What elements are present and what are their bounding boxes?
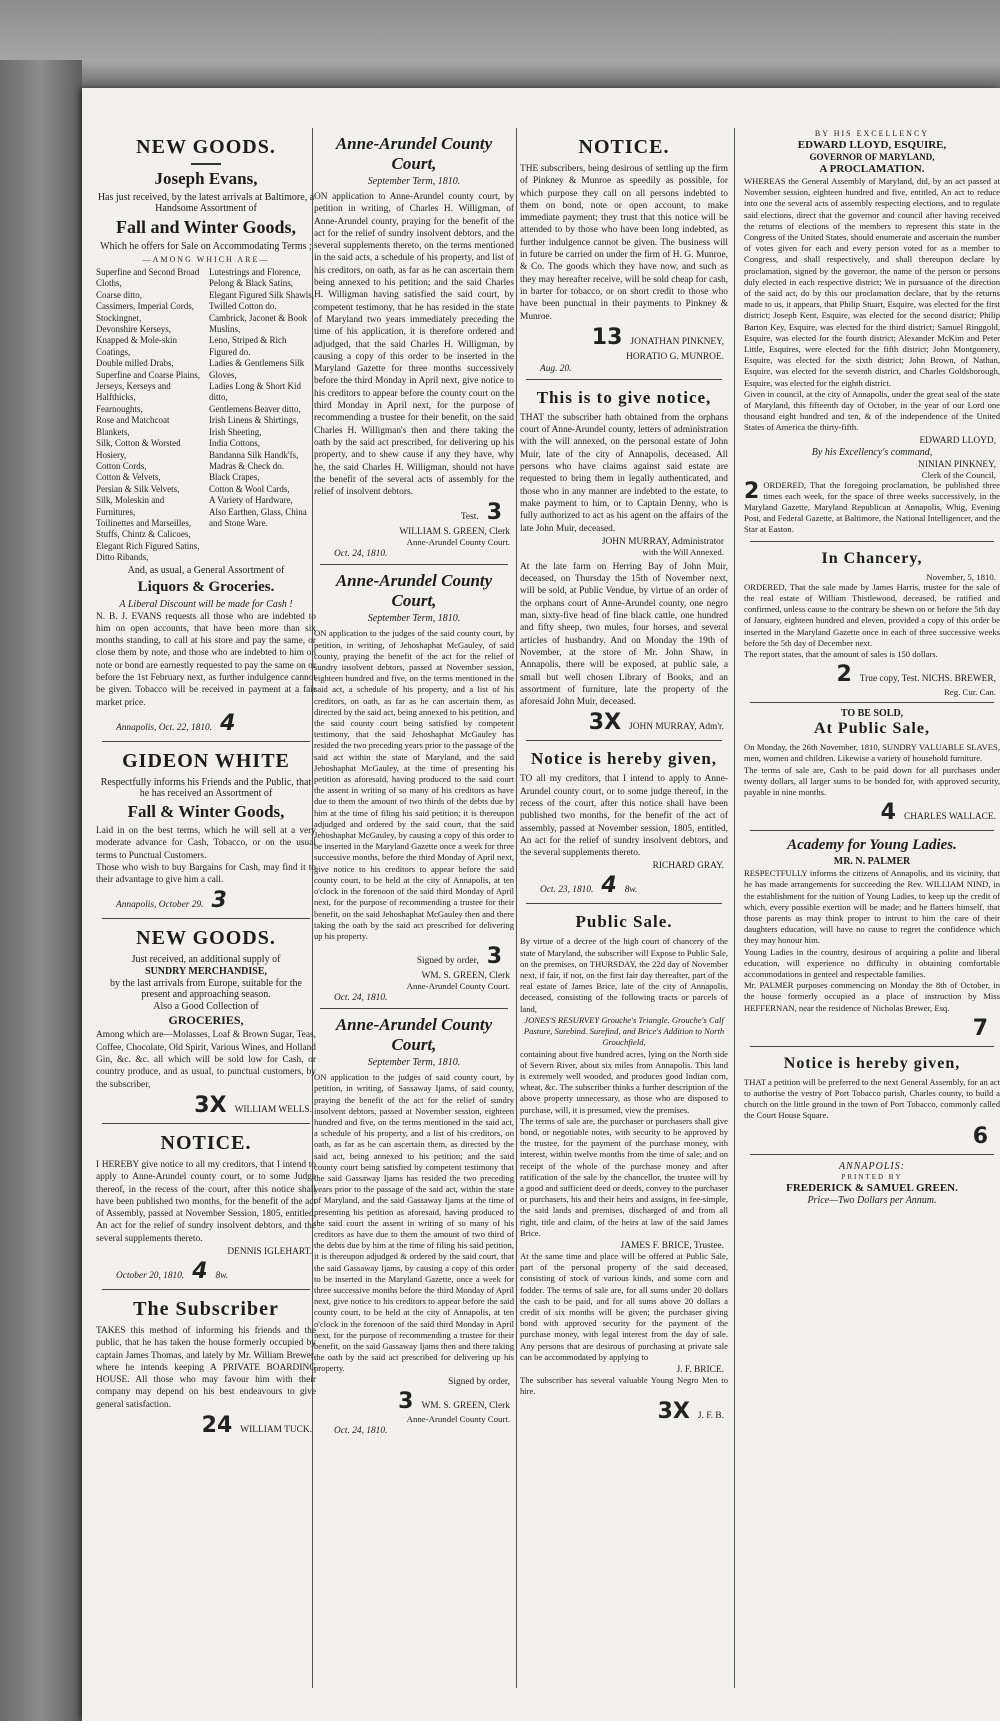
goods-item: Irish Linens & Shirtings,	[209, 415, 299, 426]
handwritten-mark: 3	[398, 1388, 414, 1414]
signature-2: JOHN MURRAY, Adm'r.	[629, 722, 724, 733]
ad-offer: Which he offers for Sale on Accommodating Terms ;	[100, 241, 312, 252]
signed-label: Signed by order,	[448, 1376, 510, 1387]
goods-item: Twilled Cotton do.	[209, 301, 277, 312]
notice-title: Notice is hereby given,	[783, 1054, 961, 1072]
handwritten-mark: 3X	[588, 710, 622, 736]
run-length: 8w.	[215, 1270, 229, 1281]
notice-body: THAT a petition will be preferred to the next General Assembly, for an act to authorise the vestry of Port Tobacco parish, Charles county, to build a church on the little ground in the town of Port Tobacco, commonly called the Court House Square.	[744, 1076, 1000, 1121]
governor-name: EDWARD LLOYD, ESQUIRE,	[797, 139, 947, 151]
divider	[320, 564, 508, 565]
notice-body: THAT the subscriber hath obtained from the orphans court of Anne-Arundel county, letters of administration with the will annexed, on the personal estate of John Muir, late of the city of Annapolis, deceased. All persons who have claims against said estate are requested to bring them in legally authenticated, and those who in any manner are indebted to the estate, to make payment to him, or to Captain Denny, who is fully authorized to act as his agent on the affairs of the late John Muir, deceased.	[520, 412, 728, 534]
notice-murray	[520, 388, 728, 736]
signed-label: Signed by order,	[416, 956, 479, 967]
goods-item: Cassimers, Imperial Cords, Stockingnet,	[96, 301, 194, 323]
notice-brice	[520, 912, 728, 1424]
ad-intro: Has just received, by the latest arrivals at Baltimore, a Handsome Assortment of	[97, 192, 315, 214]
ad-body: RESPECTFULLY informs the citizens of Annapolis, and its vicinity, that he has made arrangements for succeeding the Rev. WILLIAM NIND, in the establishment for the tuition of Young Ladies, to keep up the credit of which, every possible exertion will be made; and he flatters himself, that those parents as may think proper to intrust to him the care of their daughters education, will have no cause to regret the confidence which they may honour him.	[744, 868, 1000, 946]
goods-item: Bandanna Silk Handk'fs,	[209, 449, 299, 460]
goods-item: A Variety of Hardware,	[209, 495, 293, 506]
ad-headline: Fall & Winter Goods,	[127, 801, 285, 821]
notice-term: September Term, 1810.	[367, 613, 461, 625]
ad-title: NOTICE.	[160, 1131, 252, 1154]
ad-wells	[96, 927, 316, 1117]
land-tracts: JONES'S RESURVEY Grouche's Triangle. Grouche's Calf Pasture, Surebind. Surefind, and Brice's Addition to North Grouchfield,	[523, 1014, 725, 1048]
column-4	[744, 128, 1000, 1708]
signature: WILLIAM S. GREEN, Clerk	[399, 527, 510, 538]
handwritten-mark: 2	[744, 478, 760, 504]
notice-gray	[520, 749, 728, 898]
notice-body: THE subscribers, being desirous of settling up the firm of Pinkney & Munroe as speedily as possible, for which purpose they call on all persons indebted to them on bond, note or open account, to make immediate payment; they trust that this notice will be attended to by those who have been long indebted, as further indulgence cannot be given. The business will in future be carried on under the firm of H. G. Munroe, & Co. The goods which they have now, and such as they may hereafter receive, will be sold cheap for cash, in barter for tobacco, or on short credit to those who have been punctual in their payments to Pinkney & Munroe.	[520, 164, 728, 322]
notice-chancery	[744, 550, 1000, 697]
notice-body-2: The terms of sale are, Cash to be paid down for all purchases under twenty dollars, all larger sums to be bonded for, with approved security, payable in nine months.	[744, 764, 1000, 797]
ad-title: GIDEON WHITE	[122, 749, 290, 772]
ad-intro: Respectfully informs his Friends and the Public, that he has received an Assortment of	[100, 776, 312, 799]
goods-item: Pelong & Black Satins,	[209, 278, 293, 289]
column-3	[520, 128, 728, 1708]
divider	[750, 830, 994, 831]
goods-item: Persian & Silk Velvets,	[96, 483, 180, 494]
goods-list-left	[96, 267, 203, 564]
goods-item: Silk, Cotton & Worsted Hosiery,	[96, 438, 181, 460]
divider	[191, 163, 221, 165]
notice-body: ON application to the judges of the said county court, by petition, in writing, of Jehoshaphat McGauley, of said county, praying the benefit of the act for the relief of sundry insolvent debtors, passed at November session, eighteen hundred and five, on the terms mentioned in the said act, a schedule of his property, and a list of his creditors, on oath, as far as he can ascertain them, as directed by the said act, being annexed to his petition, and the said county court being satisfied by competent testimony, that the said Jehoshaphat McGauley has resided the two preceding years prior to the passage of the said act within the state of Maryland, and the said Jehoshaphat McGauley, at the time of presenting his petition as aforesaid, having produced to the said court the assent in writing of so many of his creditors as have due to them the amount of two thirds of the debts due by him at the time of filing his said petition; it is thereupon adjudged and ordered by the said court, that the said Jehoshaphat McGauley, by causing a copy of this order to be inserted in the Maryland Gazette once a week for three successive months, before the third Monday of April next, give notice to his creditors to appear before the said county court, to be held at the city of Annapolis, at ten o'clock in the forenoon of the said third Monday of April next, for the purpose of recommending a trustee for their benefit, on the said Jehoshaphat McGauley then and there taking the oath by the said act prescribed for delivering up his property.	[314, 628, 514, 941]
ad-title: Academy for Young Ladies.	[787, 837, 957, 854]
ad-title: The Subscriber	[133, 1297, 279, 1320]
imprint-price: Price—Two Dollars per Annum.	[807, 1194, 937, 1206]
notice-ijams	[314, 1015, 514, 1435]
notice-body-2: At the late farm on Herring Bay of John Muir, deceased, on Thursday the 15th of November next, will be sold, at Public Vendue, by virtue of an order of the orphans court of Anne-Arundel county, one negro man, sixty-five head of fine black cattle, one hundred and fifty sheep, two mules, four horses, and several articles of husbandry. And on Monday the 19th of November, at the store of Mr. John Shaw, in Annapolis, there will be exposed, at public sale, a small but well chosen Library of Books, and an assortment of furniture, late the property of the aforesaid John Muir, deceased.	[520, 561, 728, 708]
run-length: 8w.	[624, 885, 638, 896]
handwritten-mark: 13	[591, 324, 623, 350]
goods-item: Superfine and Coarse Plains,	[96, 369, 200, 380]
notice-body-2: The report states, that the amount of sales is 150 dollars.	[744, 648, 938, 659]
goods-item: Jerseys, Kerseys and Halfthicks,	[96, 381, 171, 403]
governor-office: GOVERNOR OF MARYLAND,	[809, 152, 935, 162]
notice-body-2: containing about five hundred acres, lying on the North side of Severn River, about six miles from Annapolis. This land is extremely well wooded, and produces good Indian corn, wheat, &c. The subscriber thinks a further description of the above property unnecessary, as those who are disposed to purchase, will, it is presumed, view the premises.	[520, 1048, 728, 1115]
ad-subhead: SUNDRY MERCHANDISE,	[144, 966, 268, 978]
notice-body: TO all my creditors, that I intend to apply to Anne-Arundel county court, or to some judge thereof, in the recess of the court, after this notice shall have been published two months, for the benefit of the act of assembly, passed at November session, 1805, entitled, An act for the relief of sundry insolvent debtors, and the several supplements thereto.	[520, 774, 728, 859]
signature: JONATHAN PINKNEY,	[630, 336, 724, 347]
notice-body: ORDERED, That the sale made by James Harris, trustee for the sale of the real estate of William Thistlewood, deceased, be ratified and confirmed, unless cause to the contrary be shewn on or before the 5th day of January, eighteen hundred and eleven, provided a copy of this order be inserted in the Maryland Gazette once in each of three successive weeks before the 5th day of December next.	[744, 581, 1000, 648]
ad-academy	[744, 837, 1000, 1041]
ad-headline: Fall and Winter Goods,	[115, 217, 297, 237]
signature: CHARLES WALLACE.	[903, 812, 996, 823]
handwritten-mark: 3	[486, 500, 502, 526]
imprint	[744, 1161, 1000, 1206]
ad-white	[96, 750, 316, 913]
divider	[102, 741, 310, 742]
goods-item: Devonshire Kerseys,	[96, 324, 171, 335]
signature: WM. S. GREEN, Clerk	[421, 971, 510, 982]
notice-vestry	[744, 1055, 1000, 1149]
divider	[750, 1154, 994, 1155]
ad-body-2: Those who wish to buy Bargains for Cash, may find it to their advantage to give him a call.	[96, 862, 316, 886]
notice-title: Public Sale.	[575, 912, 673, 932]
divider	[750, 702, 994, 703]
notice-term: September Term, 1810.	[367, 176, 461, 187]
handwritten-mark: 3	[211, 888, 227, 914]
dateline: Oct. 23, 1810.	[540, 885, 594, 896]
discount-line: A Liberal Discount will be made for Cash !	[119, 598, 293, 610]
handwritten-mark: 4	[880, 800, 896, 826]
handwritten-mark: 3	[486, 944, 502, 970]
goods-list-right	[209, 267, 316, 564]
notice-kicker: TO BE SOLD,	[840, 708, 904, 720]
notice-title: Notice is hereby given,	[530, 749, 718, 769]
divider	[750, 1046, 994, 1047]
handwritten-mark: 24	[201, 1413, 233, 1439]
ad-tuck	[96, 1298, 316, 1438]
ad-also: And, as usual, a General Assortment of	[127, 564, 285, 576]
dateline: Annapolis, October 29.	[116, 900, 204, 911]
goods-item: Ditto Ribands,	[96, 552, 149, 563]
signature: DENNIS IGLEHART.	[227, 1246, 312, 1257]
goods-item: Silk, Moleskin and Furnitures,	[96, 495, 165, 517]
goods-item: Cotton & Velvets,	[96, 472, 161, 483]
notice-date: November, 5, 1810.	[926, 571, 996, 582]
divider	[320, 1008, 508, 1009]
notice-body-3: ORDERED, That the foregoing proclamation, be published three times each week, for the space of three weeks successively, in the Maryland Gazette, Maryland Republican at Annapolis, Whig, Evening Post, and Federal Gazette, at Baltimore, the National Intelligencer, and the Star at Easton.	[744, 479, 1000, 535]
divider	[102, 918, 310, 919]
notice-title: A PROCLAMATION.	[819, 163, 925, 175]
goods-item: Cambrick, Jaconet & Book Muslins,	[209, 312, 307, 335]
goods-item: Irish Sheeting,	[209, 426, 262, 437]
handwritten-mark: 2	[836, 662, 852, 688]
notice-willigman	[314, 134, 514, 559]
ad-also: Also a Good Collection of	[153, 1001, 259, 1013]
signature-title: with the Will Annexed.	[642, 546, 724, 557]
goods-item: Also Earthen, Glass, China and Stone Ware.	[209, 506, 307, 528]
notice-title: Anne-Arundel County Court,	[335, 134, 493, 173]
signature: WILLIAM TUCK.	[240, 1425, 312, 1436]
ad-title: NEW GOODS.	[136, 927, 276, 950]
column-rule	[516, 128, 517, 1688]
notice-body-2: Given in council, at the city of Annapolis, under the great seal of the state of Maryland, this fifteenth day of October, in the year of our Lord one thousand eight hundred and ten, & of the independence of the United States of America the thirty-fifth.	[744, 388, 1000, 433]
advertiser-name: MR. N. PALMER	[833, 856, 911, 868]
ad-body-3: Mr. PALMER purposes commencing on Monday the 8th of October, in the house formerly occupied as a place of instruction by Miss HEFFERNAN, near the residence of Nicholas Brewer, Esq.	[744, 980, 1000, 1013]
handwritten-mark: 4	[220, 710, 236, 736]
signature-title: Anne-Arundel County Court.	[406, 981, 510, 992]
notice-title: Anne-Arundel County Court,	[335, 1015, 493, 1055]
notice-body-3: The terms of sale are, the purchaser or purchasers shall give bond, or negotiable notes, with security to be approved by the trustee, for the payment of the purchase money, with interest, within twelve months from the time of sale; and on receipt of the whole of the purchase money and after ratification of the sale by the chancellor, the trustee will by a good and sufficient deed or deeds, convey to the purchaser or purchasers, his and their heirs and assigns, in fee-simple, the said lands and premises, discharged of and from all right, title and claim, of the heirs at law of the said James Brice.	[520, 1115, 728, 1238]
goods-item: Fearnoughts,	[96, 403, 143, 414]
signature-title: Anne-Arundel County Court.	[406, 1413, 510, 1424]
notice-body-5: The subscriber has several valuable Young Negro Men to hire.	[520, 1374, 728, 1397]
goods-item: Coarse ditto,	[96, 289, 142, 300]
goods-item: Leno, Striped & Rich Figured do.	[209, 335, 287, 357]
divider	[102, 1289, 310, 1290]
ad-subhead-2: GROCERIES,	[168, 1013, 244, 1028]
ad-body-2: Young Ladies in the country, desirous of acquiring a polite and liberal education, will experience no difficulty in obtaining comfortable accommodations in genteel and respectable families.	[744, 946, 1000, 979]
goods-item: Lutestrings and Florence,	[209, 267, 301, 277]
dateline: Oct. 24, 1810.	[334, 993, 388, 1004]
advertiser-name: Joseph Evans,	[154, 169, 258, 188]
goods-item: Elegant Rich Figured Satins,	[96, 540, 200, 551]
goods-item: Cotton Cords,	[96, 460, 147, 471]
signature-2: J. F. BRICE.	[676, 1364, 724, 1375]
notice-title: Anne-Arundel County Court,	[335, 571, 493, 611]
goods-item: Gentlemens Beaver ditto,	[209, 403, 301, 414]
goods-item: Ladies Long & Short Kid ditto,	[209, 381, 301, 403]
divider	[750, 541, 994, 542]
goods-item: Black Crapes,	[209, 472, 260, 483]
divider	[526, 903, 722, 904]
signature: EDWARD LLOYD,	[919, 435, 996, 446]
notice-title: NOTICE.	[578, 136, 670, 158]
goods-item: Superfine and Second Broad Cloths,	[96, 267, 200, 289]
notice-body: ON application to the judges of said county court, by petition, in writing, of Sassaway Ijams, of said county, praying the benefit of the act for the relief of sundry insolvent debtors, passed at November session, eighteen hundred and five, on the terms mentioned in the said act, a schedule of his property, and a list of his creditors, on oath, as far as he can ascertain them, as directed by the said act, being annexed to his petition; and the said county court being satisfied by competent testimony that the said Gassaway Ijams has resided the two preceding years prior to the passage of the said act, within the state of Maryland, and the said Gassaway Ijams at the time of presenting his petition as aforesaid, having produced to the said court the assent in writing of so many of his creditors as have due to them the amount of two third of the debts due by him at the time of filing his said petition, it is thereupon adjudged & ordered by the said court, that the said Gassaway Ijams, by causing a copy of this order to be inserted in the Maryland Gazette, once a week for three successive months before the third Monday of April next, give notice to his creditors to appear before the said county court, to be held at the city of Annapolis, at ten o'clock in the forenoon of the said third Monday in April next, for the purpose of recommending a trustee for their benefit, on the said Gassaway Ijams then and there taking the oath by the said act prescribed for delivering up his property.	[314, 1072, 514, 1374]
goods-item: Cotton & Wool Cards,	[209, 483, 290, 494]
goods-item: Toilinettes and Marseilles,	[96, 517, 192, 528]
signature: JOHN MURRAY, Administrator	[601, 536, 724, 547]
signature-2: NINIAN PINKNEY,	[918, 459, 996, 470]
signature: WILLIAM WELLS.	[234, 1104, 312, 1115]
handwritten-mark: 4	[192, 1258, 208, 1284]
test-label: Test.	[460, 512, 479, 523]
goods-item: Stuffs, Chintz & Calicoes,	[96, 529, 191, 540]
goods-list	[96, 267, 316, 564]
notice-title: This is to give notice,	[536, 387, 712, 407]
goods-heading: —AMONG WHICH ARE—	[142, 255, 270, 264]
signature-title: Reg. Cur. Can.	[943, 687, 996, 698]
notice-term: September Term, 1810.	[367, 1057, 461, 1069]
notice-wallace	[744, 708, 1000, 825]
by-line: BY HIS EXCELLENCY	[814, 129, 930, 138]
notice-body: By virtue of a decree of the high court of chancery of the state of Maryland, the subscriber will Expose to Public Sale, on the premises, on THURSDAY, the 22d day of November next, if fair, if not, on the first fair day thereafter, part of the real estate of James Brice, late of the city of Annapolis, deceased, consisting of the following tracts or parcels of land,	[520, 936, 728, 1014]
notice-body: WHEREAS the General Assembly of Maryland, did, by an act passed at November session, eighteen hundred and five, entitled, An act to reduce into one the several acts of assembly respecting elections, and to regulate said elections, direct that the governor and council after having received the returns of elections of the members to represent this state in the Congress of the United States, should enumerate and ascertain the number of votes given for each and every person voted for as a member to Congress, and shall respectively, and shall thereupon declare by proclamation, signed by the governor, the name of the person or persons duly elected in each respective district; We in pursuance of the direction of the said act, do by this our proclamation declare, that by the returns made to us, it appears, that Philip Stuart, Esquire, was elected for the first district; Joseph Kent, Esquire, was elected for the second district; Philip Barton Key, Esquire, was elected for the third district; Samuel Ringgold, Esquire, was elected for the fourth district; Alexander McKim and Peter Little, Esquires, were elected for the fifth district; John Montgomery, Esquire, was elected for the sixth district; John Brown, of Nathan, Esquire, was elected for the seventh district, and Charles Goldsborough, Esquire, was elected for the eighth district.	[744, 176, 1000, 388]
proclamation	[744, 129, 1000, 536]
signature: RICHARD GRAY.	[652, 861, 724, 872]
notice-body: On Monday, the 26th November, 1810, SUNDRY VALUABLE SLAVES, men, women and children. Likewise a variety of household furniture.	[744, 742, 1000, 764]
notice-body: ON application to Anne-Arundel county court, by petition in writing, of Charles H. Willigman, of Anne-Arundel county, praying for the benefit of the act for the relief of sundry insolvent debtors, and the several supplements thereto, on the terms mentioned in the said acts, a schedule of his property, and list of his creditors, on oath, as far as he can ascertain them being annexed to his petition; and the said Charles H. Willigman having satisfied the said court, by competent testimony, that he has resided in the state of Maryland two years immediately preceding the time of his application, it is therefore ordered and adjudged, that the said Charles H. Willigman, by causing a copy of this order to be inserted in the Maryland Gazette for three months successively before the third Monday in April next, give notice to his creditors to appear before the county court on the third Monday in April next, for the purpose of recommending a trustee for their benefit, on the said Charles H. Willigman's then and there taking the oath by the said act prescribed, for delivering up his property, and to shew cause if any they have, why he, the said Charles H. Willigman, should not have the benefit of the several acts of assembly for the relief of insolvent debtors.	[314, 192, 514, 498]
dateline: Aug. 20.	[540, 363, 572, 374]
notice-body-4: At the same time and place will be offered at Public Sale, part of the personal property of the said deceased, consisting of stock of various kinds, and some corn and fodder. The terms of sale are, for all sums under 20 dollars the cash to be paid, and for all sums above 20 dollars a credit of six months will be given; the purchaser giving bond with approved security for the payment of the purchase money, with legal interest from the day of sale. Any persons that are desirous of purchasing at private sale can be accommodated by applying to	[520, 1250, 728, 1362]
signature-title: Anne-Arundel County Court.	[406, 537, 510, 548]
column-1	[96, 128, 316, 1708]
signature: True copy, Test. NICHS. BREWER,	[859, 674, 996, 685]
dateline: Oct. 24, 1810.	[334, 1425, 388, 1436]
divider	[102, 1123, 310, 1124]
ad-body: N. B. J. EVANS requests all those who are indebted to him on open accounts, that have been more than six months standing, to call at his store and pay the same, or close them by note, and those who are indebted to him on note or bond are earnestly requested to pay the same on or before the 1st February next, as further indulgence cannot be given. Tobacco will be received in payment at a fair market price.	[96, 611, 316, 708]
goods-item: Knapped & Mole-skin Coatings,	[96, 335, 177, 357]
notice-title: At Public Sale,	[814, 720, 930, 738]
imprint-printers: FREDERICK & SAMUEL GREEN.	[786, 1181, 958, 1194]
ad-evans	[96, 136, 316, 736]
ad-body: Laid in on the best terms, which he will sell at a very moderate advance for Cash, Tobacco, or on the usual terms to Punctual Customers.	[96, 825, 316, 861]
column-2	[314, 128, 514, 1708]
signature-title: Clerk of the Council,	[921, 469, 996, 480]
dateline: Annapolis, Oct. 22, 1810.	[116, 722, 213, 733]
notice-pinkney	[520, 136, 728, 374]
goods-item: India Cottons,	[209, 438, 260, 449]
handwritten-mark: 3X	[657, 1399, 690, 1425]
divider	[526, 379, 722, 380]
ad-iglehart	[96, 1132, 316, 1284]
binding-spine	[0, 60, 82, 1721]
notice-mcgauley	[314, 571, 514, 1003]
newspaper-sheet	[82, 88, 1000, 1721]
goods-item: Double milled Drabs,	[96, 358, 174, 369]
goods-item: Rose and Matchcoat Blankets,	[96, 415, 170, 437]
handwritten-mark: 4	[601, 873, 617, 899]
dateline: October 20, 1810.	[116, 1270, 185, 1281]
by-command: By his Excellency's command,	[811, 446, 933, 458]
column-rule	[734, 128, 735, 1688]
ad-body: TAKES this method of informing his friends and the public, that he has taken the house formerly occupied by captain James Thomas, and lately by Mr. William Brewer, where he intends keeping A PRIVATE BOARDING HOUSE. All those who may favour him with their company may depend on his best endeavours to give general satisfaction.	[96, 1325, 316, 1410]
ad-headline-2: Liquors & Groceries.	[137, 578, 275, 595]
scan-top-edge	[0, 0, 1000, 88]
signature: JAMES F. BRICE, Trustee.	[620, 1240, 724, 1251]
goods-item: Madras & Check do.	[209, 460, 284, 471]
signature: WM. S. GREEN, Clerk	[421, 1400, 510, 1411]
ad-title: NEW GOODS.	[136, 136, 276, 158]
ad-intro: Just received, an additional supply of	[131, 954, 281, 966]
imprint-printed-by: PRINTED BY	[841, 1172, 903, 1181]
ad-body: by the last arrivals from Europe, suitable for the present and approaching season.	[110, 978, 302, 1001]
dateline: Oct. 24, 1810.	[334, 549, 388, 560]
ad-body: I HEREBY give notice to all my creditors, that I intend to apply to Anne-Arundel county court, or to some Judge thereof, in the recess of the court, after this notice shall have been published two months, for the benefit of the act of Assembly, passed at November Session, 1805, entitled, An act for the relief of sundry insolvent debtors, and the several supplements thereto.	[96, 1159, 316, 1244]
ad-body-2: Among which are—Molasses, Loaf & Brown Sugar, Teas, Coffee, Chocolate, Old Spirit, Various Wines, and Holland Gin, &c. &c. all which will be sold low for Cash, or country produce, and as usual, to punctual customers, by the subscriber,	[96, 1030, 316, 1090]
handwritten-mark: 3X	[194, 1092, 227, 1118]
signature-2: HORATIO G. MUNROE.	[626, 351, 724, 362]
handwritten-mark: 7	[972, 1015, 988, 1041]
divider	[526, 740, 722, 741]
imprint-city: ANNAPOLIS:	[838, 1160, 906, 1172]
notice-title: In Chancery,	[821, 549, 923, 567]
goods-item: Ladies & Gentlemens Silk Gloves,	[209, 358, 305, 380]
handwritten-mark: 6	[972, 1123, 988, 1149]
goods-item: Elegant Figured Silk Shawls,	[209, 289, 314, 300]
signature-3: J. F. B.	[697, 1411, 724, 1422]
